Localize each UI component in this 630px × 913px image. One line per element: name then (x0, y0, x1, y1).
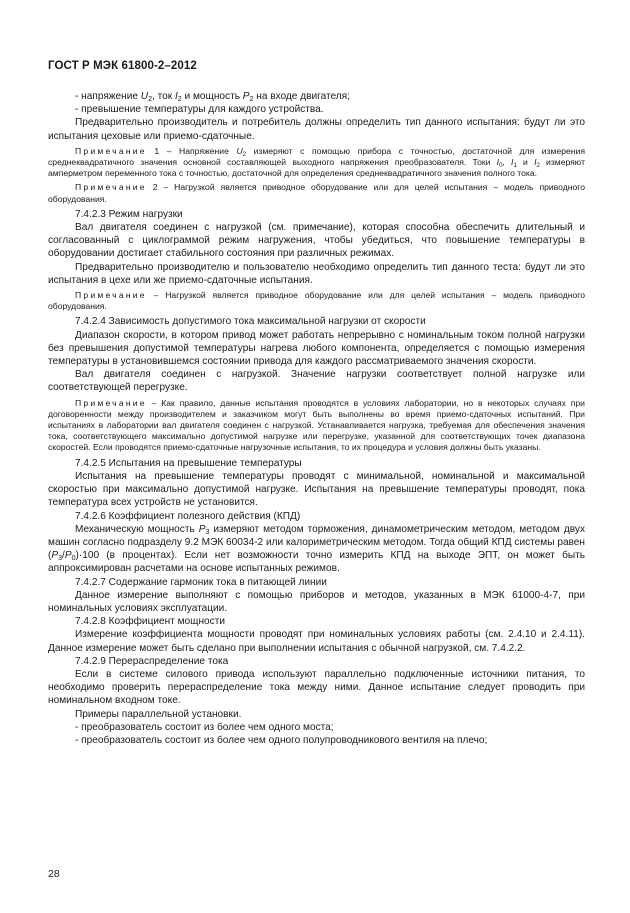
list-item: - напряжение $U_2$, ток $I_2$ и мощность $P_2$ на входе двигателя; (75, 91, 350, 103)
section-heading: 7.4.2.7 Содержание гармоник тока в питающей линии (75, 576, 327, 588)
note-1: Примечание 1 – Напряжение $U_2$ измеряют с помощью прибора с точностью, достаточной для измерения среднеквадратичного значения основной составляющей выходного напряжения преобразователя. Токи $I_0$, $I_1$ и $I_2$ измеряют амперметром переменного тока с точностью, достаточной для определения среднеквадратичного значения полного тока. (48, 145, 585, 179)
note-4: Примечание – Как правило, данные испытания проводятся в условиях лаборатории, но в некоторых случаях при договоренности между производителем и заказчиком могут быть выполнены во время приемо-сдаточных испытаний. При испытаниях в лаборатории вал двигателя соединен с нагрузкой. Устанавливается нагрузка, требуемая для обеспечения значения тока, соответствующего максимально допустимой нагрузке или перегрузке, указанной для соответствующих точек диапазона скоростей. Если проводятся приемо-сдаточные нагрузочные испытания, то их процедура и условия должны быть указаны. (48, 397, 585, 453)
page-content (48, 90, 585, 747)
section-heading: 7.4.2.5 Испытания на превышение температуры (75, 457, 302, 469)
paragraph: Измерение коэффициента мощности проводят при номинальных условиях работы (см. 2.4.10 и 2.4.11). Данное измерение может быть сделано при выполнении испытания с обычной нагрузкой, см. 7.4.2.2. (48, 629, 585, 654)
page-number: 28 (48, 868, 60, 880)
note-2: Примечание 2 – Нагрузкой является приводное оборудование или для целей испытания – модель приводного оборудования. (48, 182, 585, 204)
paragraph: Если в системе силового привода используют параллельно подключенные источники питания, то необходимо проверить перераспределение тока между ними. Данное испытание следует проводить при номинальном входном токе. (48, 668, 585, 707)
page-header: ГОСТ Р МЭК 61800-2–2012 (48, 60, 197, 72)
paragraph: Механическую мощность $P_3$ измеряют методом торможения, динамометрическим методом, методом двух машин согласно подразделу 9.2 МЭК 60034-2 или калориметрическим методом. Тогда общий КПД системы равен $(P_3/P_0)\cdot 100$ (в процентах). Если нет возможности точно измерить КПД на выходе ЭПТ, он может быть аппроксимирован расчетами на основе испытанных режимов. (48, 523, 585, 575)
list-item: - превышение температуры для каждого устройства. (75, 104, 324, 116)
section-heading: 7.4.2.8 Коэффициент мощности (75, 616, 225, 628)
list-item: - преобразователь состоит из более чем одного моста; (75, 721, 334, 733)
note-3: Примечание – Нагрузкой является приводное оборудование или для целей испытания – модель приводного оборудования. (48, 290, 585, 312)
paragraph: Вал двигателя соединен с нагрузкой. Значение нагрузки соответствует полной нагрузке или соответствующей перегрузке. (48, 369, 585, 394)
list-item: - преобразователь состоит из более чем одного полупроводникового вентиля на плечо; (75, 734, 488, 746)
paragraph: Данное измерение выполняют с помощью приборов и методов, указанных в МЭК 61000-4-7, при номинальных условиях эксплуатации. (48, 589, 585, 614)
paragraph: Предварительно производителю и пользователю необходимо определить тип данного теста: будут ли это испытания в цехе или же приемо-сдаточные испытания. (48, 261, 585, 286)
section-heading: 7.4.2.4 Зависимость допустимого тока максимальной нагрузки от скорости (75, 316, 426, 328)
paragraph: Вал двигателя соединен с нагрузкой (см. примечание), которая способна обеспечить длительный и согласованный с циклограммой режим нагружения, чтобы убедиться, что повышение температуры в оборудовании достигает стабильного состояния при различных режимах. (48, 222, 585, 260)
section-heading: 7.4.2.9 Перераспределение тока (75, 655, 229, 667)
paragraph: Испытания на превышение температуры проводят с минимальной, номинальной и максимальной скоростью при максимально допустимой нагрузке. Испытания на превышение температуры проводят, пока температура всех устройств не установится. (48, 470, 585, 509)
section-heading: 7.4.2.6 Коэффициент полезного действия (КПД) (75, 510, 301, 522)
paragraph: Предварительно производитель и потребитель должны определить тип данного испытания: будут ли это испытания цеховые или приемо-сдаточные. (48, 117, 585, 142)
section-heading: 7.4.2.3 Режим нагрузки (75, 208, 183, 220)
paragraph: Примеры параллельной установки. (75, 708, 242, 720)
paragraph: Диапазон скорости, в котором привод может работать непрерывно с номинальным током полной нагрузки без превышения допустимой температуры нагрева любого компонента, определяется с помощью измерения температуры в установившемся состоянии привода для каждого рассматриваемого значения скорости. (48, 329, 585, 368)
